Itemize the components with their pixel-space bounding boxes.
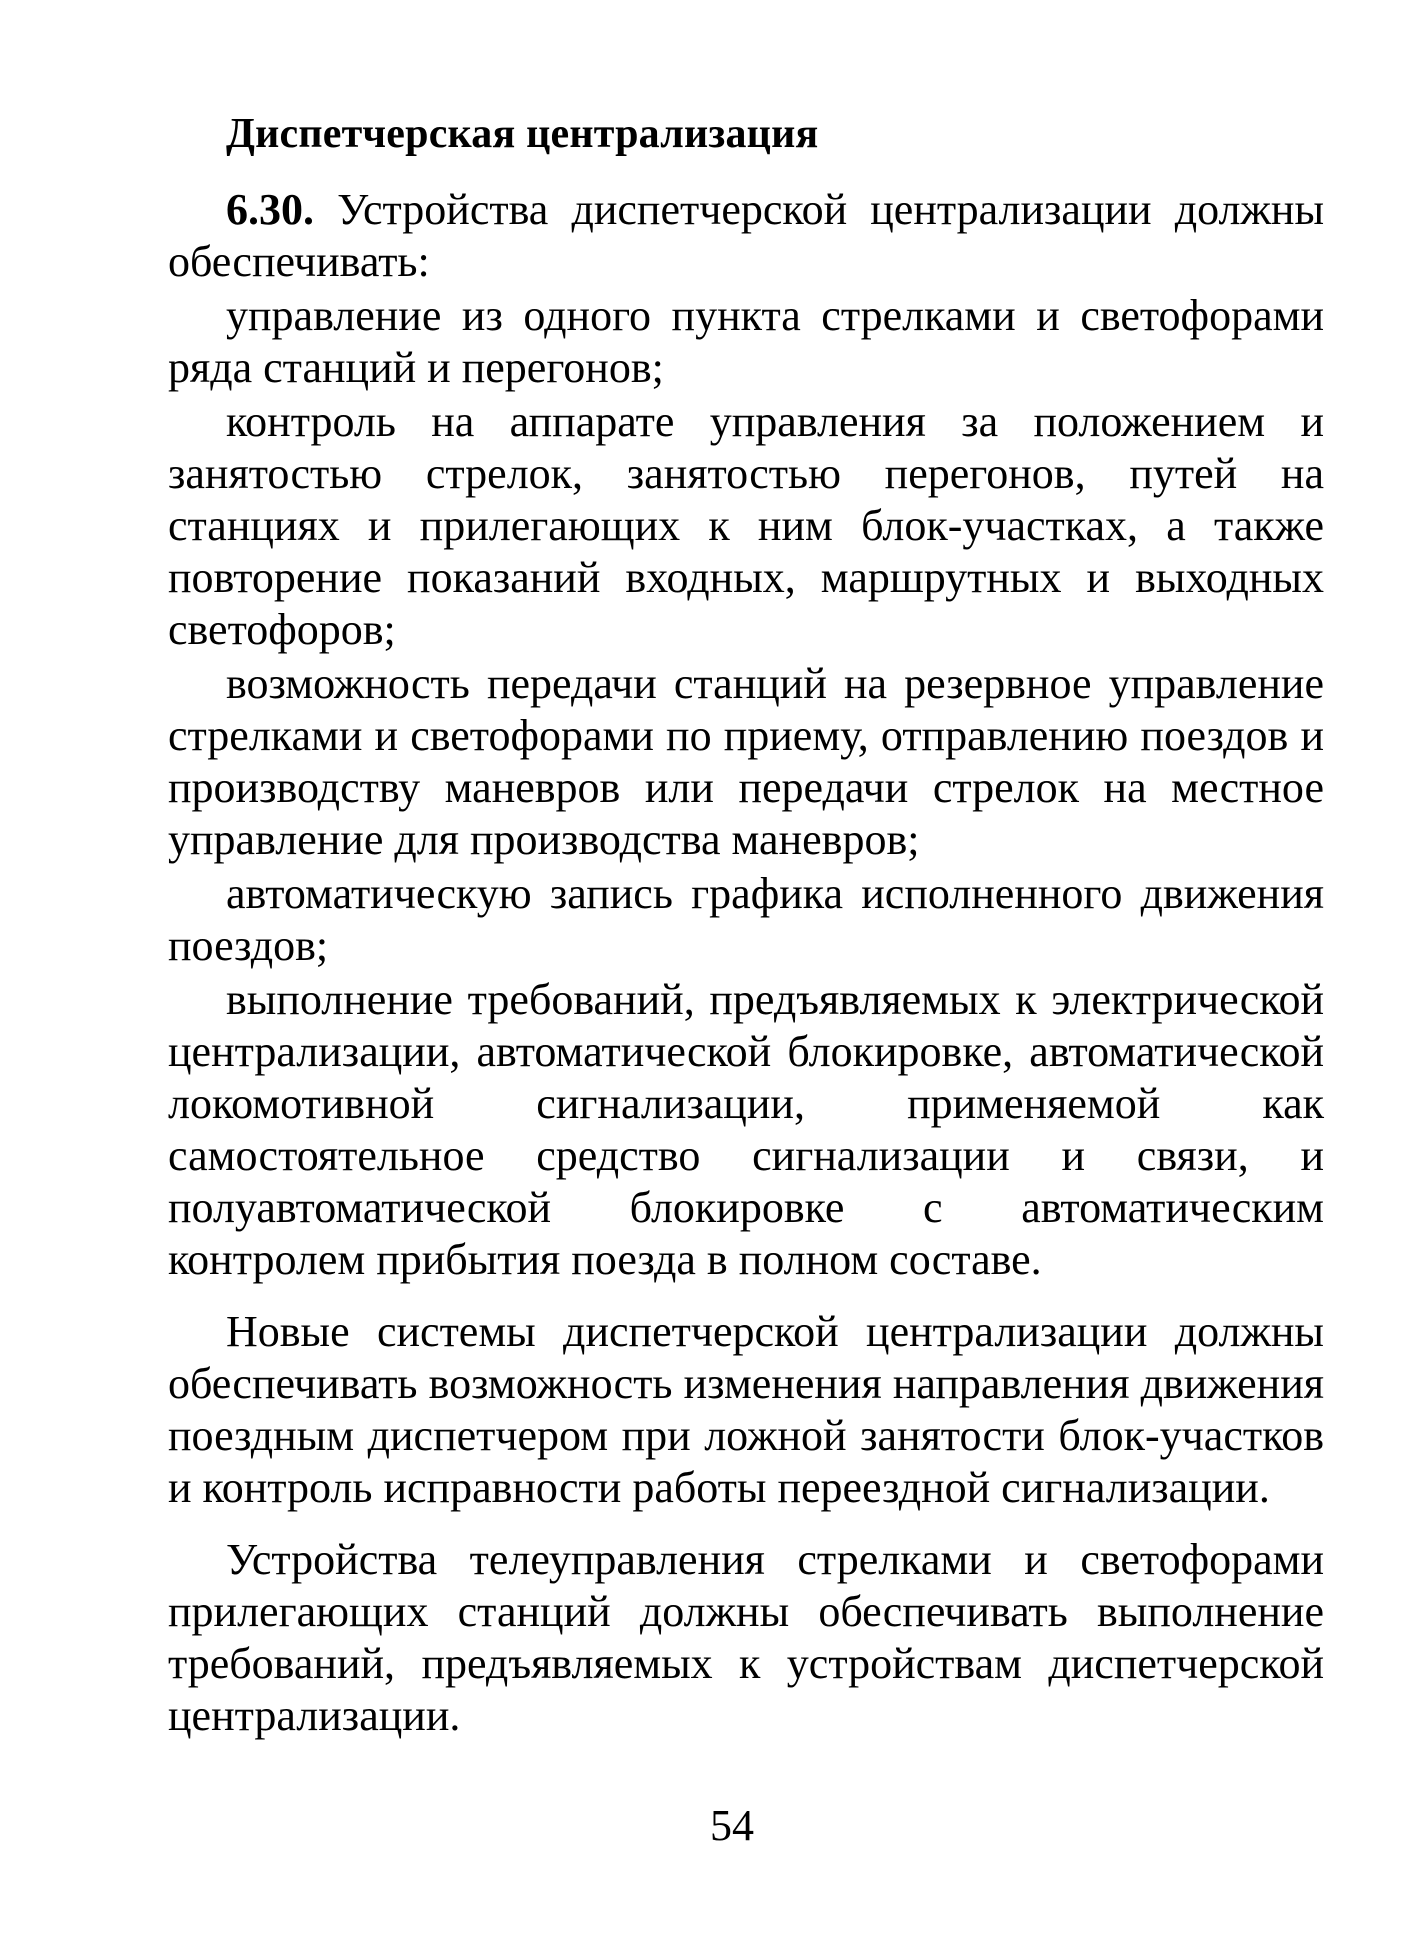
page-number: 54 xyxy=(710,1801,754,1850)
body-paragraph: Устройства телеуправления стрелками и светофорами прилегающих станций должны обеспечивать выполнение требований, предъявляемых к устройствам диспетчерской централизации. xyxy=(168,1535,1324,1740)
list-item: контроль на аппарате управления за положением и занятостью стрелок, занятостью перегонов, путей на станциях и прилегающих к ним блок-участках, а также повторение показаний входных, маршрутных и выходных светофоров; xyxy=(168,397,1324,654)
list-item: автоматическую запись графика исполненного движения поездов; xyxy=(168,869,1324,970)
clause-number: 6.30. xyxy=(226,185,314,234)
section-heading: Диспетчерская централизация xyxy=(226,111,819,157)
body-paragraph: Новые системы диспетчерской централизации должны обеспечивать возможность изменения направления движения поездным диспетчером при ложной занятости блок-участков и контроль исправности работы переездной сигнализации. xyxy=(168,1307,1324,1512)
list-item: выполнение требований, предъявляемых к электрической централизации, автоматической блокировке, автоматической локомотивной сигнализации, применяемой как самостоятельное средство сигнализации и связи, и полуавтоматической блокировке с автоматическим контролем прибытия поезда в полном составе. xyxy=(168,975,1324,1284)
clause-intro-paragraph xyxy=(168,184,1324,288)
clause-intro-text: Устройства диспетчерской централизации должны обеспечивать: xyxy=(168,185,1325,286)
list-item: возможность передачи станций на резервное управление стрелками и светофорами по приему, отправлению поездов и производству маневров или передачи стрелок на местное управление для производства маневров; xyxy=(168,659,1324,864)
list-item: управление из одного пункта стрелками и светофорами ряда станций и перегонов; xyxy=(168,291,1324,392)
document-page xyxy=(168,110,1324,1742)
